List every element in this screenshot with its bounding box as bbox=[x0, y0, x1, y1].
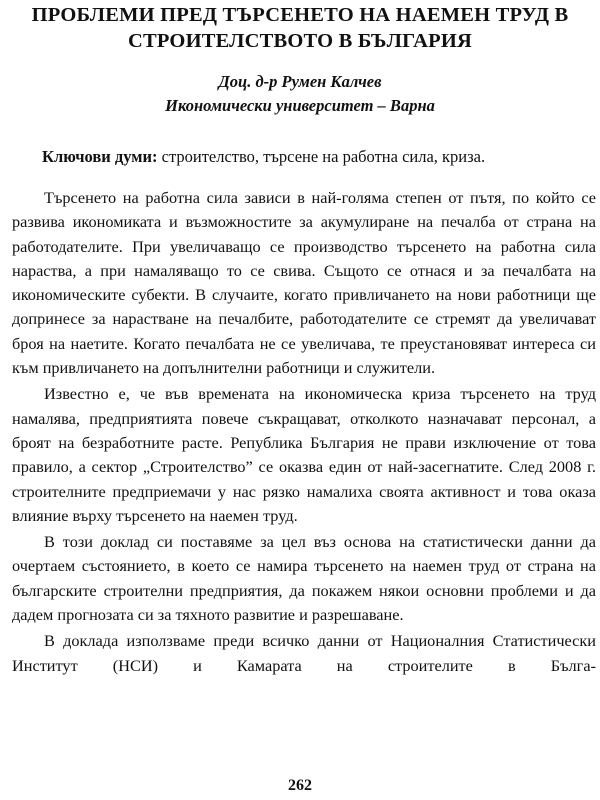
keywords-line bbox=[42, 145, 582, 169]
body-text bbox=[12, 186, 596, 680]
paragraph-4: В доклада използваме преди всичко данни от Националния Статистически Институт (НСИ) и Камарата на строителите в Бълга- bbox=[12, 631, 596, 675]
paragraph-1: Търсенето на работна сила зависи в най-голяма степен от пътя, по който се развива икономиката и възможностите за акумулиране на печалба от страна на работодателите. При увеличаващо се производство търсенето на работна сила нараства, а при намаляващо то се свива. Същото се отнася и за печалбата на икономическите субекти. В случаите, когато привличането на нови работници ще допринесе за нарастване на печалбите, работодателите се стремят да увеличават броя на наетите. Когато печалбата не се увеличава, те преустановяват интереса си към привличането на допълнителни работници и служители. bbox=[12, 188, 596, 378]
keywords-text: строителство, търсене на работна сила, криза. bbox=[157, 147, 486, 166]
paper-title bbox=[0, 2, 600, 54]
paragraph-2: Известно е, че във времената на икономическа криза търсенето на труд намалява, предприятията повече съкращават, отколкото назначават персонал, а броят на безработните расте. Република България не прави изключение от това правило, а сектор „Строителство” се оказва един от най-засегнатите. След 2008 г. строителните предприемачи у нас рязко намалиха своята активност и това оказа влияние върху търсенето на наемен труд. bbox=[12, 384, 596, 525]
author-affiliation: Икономически университет – Варна bbox=[165, 96, 435, 115]
author-block bbox=[0, 70, 600, 118]
page-number: 262 bbox=[288, 777, 312, 794]
author-name: Доц. д-р Румен Калчев bbox=[218, 72, 382, 91]
paragraph-3: В този доклад си поставяме за цел въз основа на статистически данни да очертаем състоянието, в което се намира търсенето на наемен труд от страна на българските строителни предприятия, да покажем някои основни проблеми и да дадем прогнозата си за тяхното развитие и разрешаване. bbox=[12, 532, 596, 625]
keywords-label: Ключови думи: bbox=[42, 147, 158, 166]
paper-title-line-2: СТРОИТЕЛСТВОТО В БЪЛГАРИЯ bbox=[127, 30, 473, 52]
paper-title-line-1: ПРОБЛЕМИ ПРЕД ТЪРСЕНЕТО НА НАЕМЕН ТРУД В bbox=[31, 4, 569, 26]
